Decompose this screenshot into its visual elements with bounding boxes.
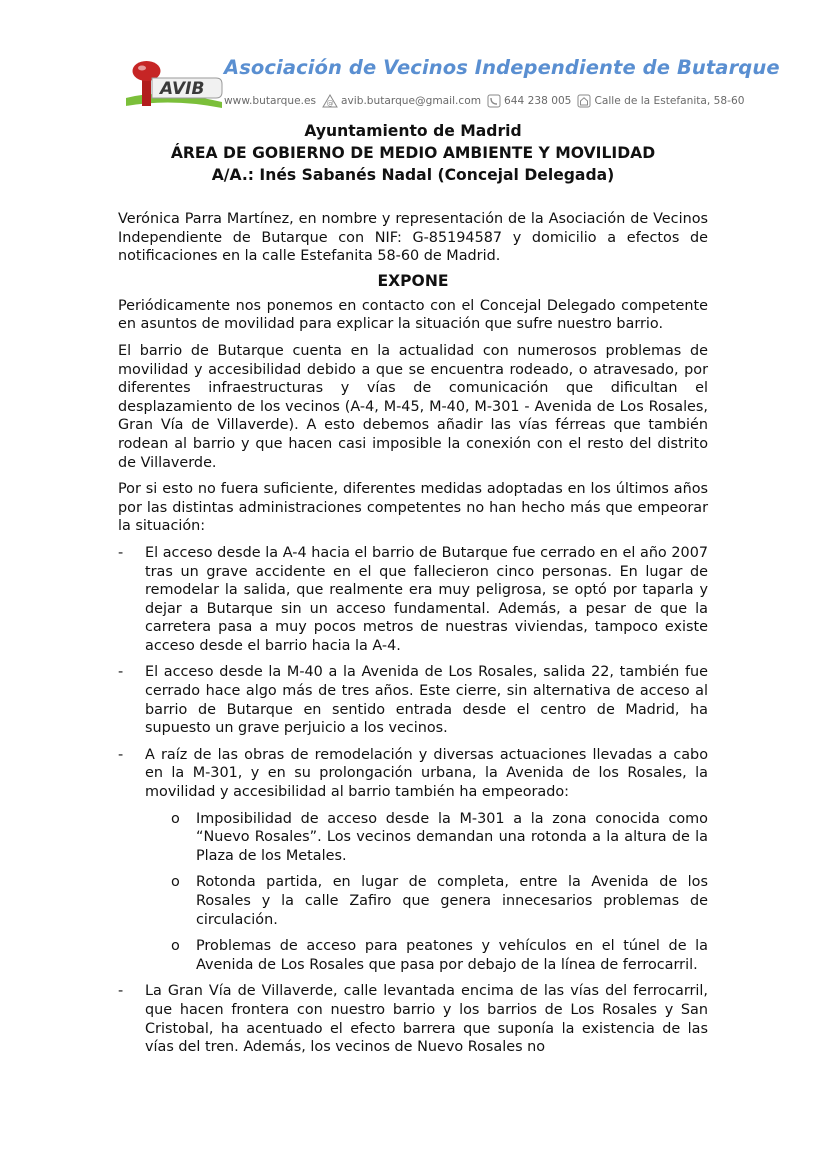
email-text: avib.butarque@gmail.com	[341, 95, 482, 107]
intro-paragraph: Verónica Parra Martínez, en nombre y representación de la Asociación de Vecinos Independiente de Butarque con NIF: G-85194587 y domicilio a efectos de notificaciones en la calle Estefanita 58-60 de Madrid.	[118, 211, 708, 265]
phone-icon	[487, 94, 501, 108]
list-item	[118, 663, 708, 737]
organization-name: Asociación de Vecinos Independiente de Butarque	[224, 56, 780, 79]
house-icon	[577, 94, 591, 108]
paragraph-3: Por si esto no fuera suficiente, diferentes medidas adoptadas en los últimos años por las distintas administraciones competentes no han hecho más que empeorar la situación:	[118, 481, 708, 535]
sub-list-item	[118, 873, 708, 929]
dash-marker: -	[118, 544, 124, 561]
letter-body	[118, 210, 708, 1065]
circle-marker: o	[171, 874, 180, 891]
website-link[interactable]	[224, 95, 316, 107]
sub-list-item-text: Rotonda partida, en lugar de completa, entre la Avenida de los Rosales y la calle Zafiro que genera innecesarios problemas de circulación.	[196, 874, 708, 928]
paragraph-2: El barrio de Butarque cuenta en la actualidad con numerosos problemas de movilidad y accesibilidad debido a que se encuentra rodeado, o atravesado, por diferentes infraestructuras y vías de comunicación que dificultan el desplazamiento de los vecinos (A-4, M-45, M-40, M-301 - Avenida de Los Rosales, Gran Vía de Villaverde). A esto debemos añadir las vías férreas que también rodean al barrio y que hacen casi imposible la conexión con el resto del distrito de Villaverde.	[118, 342, 708, 471]
list-item	[118, 746, 708, 802]
list-item-text: La Gran Vía de Villaverde, calle levantada encima de las vías del ferrocarril, que hacen frontera con nuestro barrio y los barrios de Los Rosales y San Cristobal, ha acentuado el efecto barrera que suponía la existencia de las vías del tren. Además, los vecinos de Nuevo Rosales no	[145, 983, 708, 1056]
sub-list-item-text: Imposibilidad de acceso desde la M-301 a la zona conocida como “Nuevo Rosales”. Los vecinos demandan una rotonda a la altura de la Plaza de los Metales.	[196, 810, 708, 864]
list-item-text: El acceso desde la A-4 hacia el barrio de Butarque fue cerrado en el año 2007 tras un grave accidente en el que fallecieron cinco personas. En lugar de remodelar la salida, que realmente era muy peligrosa, se optó por taparla y dejar a Butarque sin un acceso fundamental. Además, a pesar de que la carretera pasa a muy pocos metros de nuestras viviendas, tampoco existe acceso desde el barrio hacia la A-4.	[145, 544, 708, 654]
address	[577, 94, 744, 108]
phone-text: 644 238 005	[504, 95, 572, 107]
section-heading: EXPONE	[377, 271, 449, 290]
sub-list-item	[118, 810, 708, 866]
list-item	[118, 982, 708, 1056]
letterhead	[118, 52, 780, 116]
dash-marker: -	[118, 664, 124, 681]
address-text: Calle de la Estefanita, 58-60	[594, 95, 745, 107]
logo-text: AVIB	[160, 79, 205, 99]
list-item-text: El acceso desde la M-40 a la Avenida de Los Rosales, salida 22, también fue cerrado hace algo más de tres años. Este cierre, sin alternativa de acceso al barrio de Butarque en sentido entrada desde el centro de Madrid, ha supuesto un grave perjuicio a los vecinos.	[145, 664, 708, 737]
avib-logo	[122, 58, 226, 114]
circle-marker: o	[171, 938, 180, 955]
addressee-recipient: A/A.: Inés Sabanés Nadal (Concejal Delegada)	[211, 166, 615, 184]
sub-list-item	[118, 937, 708, 974]
svg-text:@: @	[326, 99, 334, 108]
contact-line	[224, 94, 750, 108]
phone-link[interactable]	[487, 94, 571, 108]
website-text: www.butarque.es	[224, 95, 317, 107]
addressee-department: ÁREA DE GOBIERNO DE MEDIO AMBIENTE Y MOVILIDAD	[170, 144, 656, 162]
at-icon	[322, 94, 338, 108]
sub-list-item-text: Problemas de acceso para peatones y vehículos en el túnel de la Avenida de Los Rosales que pasa por debajo de la línea de ferrocarril.	[196, 938, 708, 973]
email-link[interactable]	[322, 94, 481, 108]
circle-marker: o	[171, 810, 180, 827]
addressee-institution: Ayuntamiento de Madrid	[304, 122, 522, 140]
list-item-text: A raíz de las obras de remodelación y diversas actuaciones llevadas a cabo en la M-301, y en su prolongación urbana, la Avenida de los Rosales, la movilidad y accesibilidad al barrio también ha empeorado:	[145, 746, 708, 801]
list-item	[118, 544, 708, 656]
dash-marker: -	[118, 983, 124, 1000]
dash-marker: -	[118, 746, 124, 763]
paragraph-1: Periódicamente nos ponemos en contacto con el Concejal Delegado competente en asuntos de movilidad para explicar la situación que sufre nuestro barrio.	[118, 297, 708, 333]
addressee-block	[0, 120, 826, 186]
